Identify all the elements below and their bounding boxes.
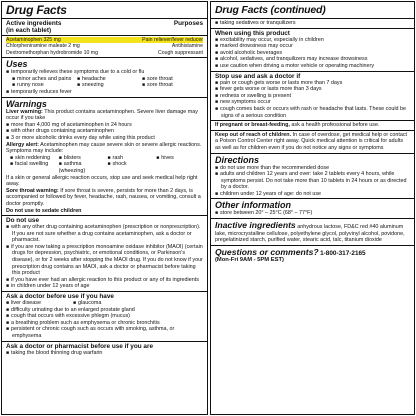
questions-block — [215, 247, 410, 264]
pregnancy-warning: If pregnant or breast-feeding, ask a health professional before use. — [215, 122, 380, 129]
do-not-use-bullet: ■ in children under 12 years of age — [6, 283, 203, 290]
liver-bullet: ■ 3 or more alcoholic drinks every day while using this product — [6, 135, 203, 142]
allergy-item: ■ facial swelling — [10, 161, 57, 174]
when-using-bullet: ■ use caution when driving a motor vehicle or operating machinery — [215, 63, 410, 70]
allergy-item: ■ skin reddening — [10, 155, 57, 162]
allergy-item: ■ rash — [108, 155, 155, 162]
ingredients-list — [6, 37, 203, 56]
other-information-bullets — [215, 210, 410, 217]
other-information-heading: Other information — [215, 200, 291, 211]
divider — [211, 130, 414, 131]
ask-doctor-bullet: ■ a breathing problem such as emphysema or chronic bronchitis — [6, 320, 203, 327]
allergy-item: ■ hives — [156, 155, 203, 162]
questions-hours: (Mon-Fri 9AM - 5PM EST) — [215, 257, 284, 264]
divider — [2, 35, 207, 36]
directions-bullet: ■ adults and children 12 years and over: take 2 tablets every 4 hours, while symptoms persist. Do not take more than 10 tablets in 24 hours or as directed by a doctor. — [215, 171, 410, 191]
ask-doctor-item: ■ glaucoma — [73, 300, 136, 307]
allergy-item: ■ asthma (wheezing) — [59, 161, 106, 174]
do-not-use-bullet: ■ with any other drug containing acetaminophen (prescription or nonprescription). If you are not sure whether a drug contains acetaminophen, ask a doctor or pharmacist. — [6, 224, 203, 244]
allergy-item: ■ shock — [108, 161, 155, 174]
ask-doctor-bullet: ■ difficulty urinating due to an enlarged prostate gland — [6, 307, 203, 314]
when-using-bullet: ■ excitability may occur, especially in children — [215, 37, 410, 44]
do-not-use-bullet: ■ if you have ever had an allergic reaction to this product or any of its ingredients — [6, 277, 203, 284]
do-not-use-bullet: ■ if you are now taking a prescription monoamine oxidase inhibitor (MAOI) (certain drugs for depression, psychiatric, or emotional conditions, or Parkinson's disease), or for 2 weeks after stopping the MAOI drug. If you do not know if your prescription drug contains an MAOI, ask a doctor or pharmacist before taking this product — [6, 244, 203, 277]
drug-facts-panel-left — [1, 1, 208, 415]
drug-facts-continued-title: Drug Facts (continued) — [215, 4, 326, 16]
ask-pharmacist-heading: Ask a doctor or pharmacist before use if you are — [6, 342, 154, 350]
ask-doctor-item: ■ liver disease — [6, 300, 69, 307]
use-item: ■ minor aches and pains — [12, 76, 73, 83]
divider — [2, 97, 207, 98]
divider — [211, 245, 414, 246]
divider — [2, 215, 207, 216]
inactive-ingredients-text: anhydrous lactose, FD&C red #40 aluminum lake, microcrystalline cellulose, polyethylene glycol, polyvinyl alcohol, povidone, pregelatinized starch, purified water, stearic acid, talc, titanium dioxide — [215, 224, 405, 244]
other-information-bullet: ■ store between 20° – 25°C (68° – 77°F) — [215, 210, 410, 217]
divider — [2, 57, 207, 58]
ingredient-name: Dextromethorphan hydrobromide 10 mg — [6, 49, 98, 56]
do-not-use-heading: Do not use — [6, 217, 40, 225]
ask-doctor-bullet: ■ cough that occurs with excessive phlegm (mucus) — [6, 313, 203, 320]
liver-bullets — [6, 122, 203, 142]
allergy-alert: Allergy alert: Acetaminophen may cause severe skin or severe allergic reactions. Symptoms may include: — [6, 141, 202, 155]
top-bullets — [215, 20, 410, 27]
divider — [211, 71, 414, 72]
ask-doctor-bullets — [6, 307, 203, 340]
drug-facts-panel-right — [210, 1, 415, 415]
directions-bullets — [215, 165, 410, 198]
stop-use-bullet: ■ fever gets worse or lasts more than 3 days — [215, 86, 410, 93]
divider — [211, 218, 414, 219]
ask-pharmacist-bullet: ■ taking the blood thinning drug warfarin — [6, 350, 203, 357]
liver-bullet: ■ more than 4,000 mg of acetaminophen in 24 hours — [6, 122, 203, 129]
when-using-bullet: ■ alcohol, sedatives, and tranquilizers may increase drowsiness — [215, 56, 410, 63]
ingredient-row — [6, 50, 203, 56]
active-ingredients-header — [6, 20, 203, 34]
directions-heading: Directions — [215, 154, 260, 165]
allergy-grid — [6, 155, 203, 175]
uses-heading: Uses — [6, 59, 28, 70]
divider — [211, 18, 414, 19]
use-item: ■ sore throat — [142, 82, 203, 89]
questions-phone: 1-800-317-2165 — [320, 249, 366, 257]
sore-throat-warning: Sore throat warning: If sore throat is severe, persists for more than 2 days, is accompanied or followed by fever, headache, rash, nausea, or vomiting, consult a doctor promptly. — [6, 187, 201, 207]
inactive-ingredients-heading: Inactive ingredients — [215, 220, 296, 231]
uses-grid — [6, 76, 203, 89]
directions-bullet: ■ children under 12 years of age: do not use — [215, 191, 410, 198]
no-sedate-warning: Do not use to sedate children — [6, 207, 82, 214]
stop-use-bullet: ■ cough comes back or occurs with rash or headache that lasts. These could be signs of a serious condition — [215, 106, 410, 119]
when-using-bullet: ■ marked drowsiness may occur — [215, 43, 410, 50]
divider — [2, 18, 207, 19]
allergy-item: ■ blisters — [59, 155, 106, 162]
ingredient-purpose: Cough suppressant — [158, 49, 203, 56]
drug-facts-title: Drug Facts — [6, 3, 67, 17]
do-not-use-bullets — [6, 224, 203, 290]
ingredient-name: Acetaminophen 325 mg — [6, 37, 61, 43]
liver-bullet: ■ with other drugs containing acetaminophen — [6, 128, 203, 135]
ingredient-name: Chlorpheniramine maleate 2 mg — [6, 43, 80, 50]
ask-doctor-heading: Ask a doctor before use if you have — [6, 293, 114, 301]
when-using-bullets — [215, 37, 410, 70]
uses-fever: ■ temporarily reduces fever — [6, 89, 203, 96]
leader-dots — [98, 50, 158, 56]
warnings-heading: Warnings — [6, 98, 47, 109]
active-ingredients-heading: Active ingredients (in each tablet) — [6, 20, 62, 34]
allergy-after: If a skin or general allergic reaction occurs, stop use and seek medical help right away. — [6, 174, 198, 188]
ask-pharmacist-bullet: ■ taking sedatives or tranquilizers — [215, 20, 410, 27]
divider — [211, 120, 414, 121]
use-item: ■ runny nose — [12, 82, 73, 89]
stop-use-bullet: ■ new symptoms occur — [215, 99, 410, 106]
use-item: ■ sneezing — [77, 82, 138, 89]
stop-use-bullet: ■ pain or cough gets worse or lasts more than 7 days — [215, 80, 410, 87]
use-item: ■ headache — [77, 76, 138, 83]
stop-use-bullets — [215, 80, 410, 120]
liver-warning: Liver warning: This product contains acetaminophen. Severe liver damage may occur if you take — [6, 108, 198, 122]
ask-doctor-grid — [6, 300, 203, 307]
directions-bullet: ■ do not use more than the recommended dose — [215, 165, 410, 172]
use-item: ■ sore throat — [142, 76, 203, 83]
divider — [211, 153, 414, 154]
purposes-heading: Purposes — [173, 20, 203, 27]
divider — [211, 28, 414, 29]
divider — [211, 198, 414, 199]
questions-heading: Questions or comments? — [215, 246, 319, 257]
ask-doctor-bullet: ■ persistent or chronic cough such as occurs with smoking, asthma, or emphysema — [6, 326, 203, 339]
keep-out-of-reach: Keep out of reach of children. In case of overdose, get medical help or contact a Poison Control Center right away. Quick medical attention is critical for adults as well as for children even if you do not notice any signs or symptoms — [215, 131, 408, 151]
when-using-heading: When using this product — [215, 29, 290, 37]
ingredient-purpose: Antihistamine — [171, 43, 203, 50]
divider — [2, 341, 207, 342]
inactive-ingredients — [215, 220, 410, 244]
when-using-bullet: ■ avoid alcoholic beverages — [215, 50, 410, 57]
ask-pharmacist-bullets — [6, 350, 203, 357]
stop-use-bullet: ■ redness or swelling is present — [215, 93, 410, 100]
stop-use-heading: Stop use and ask a doctor if — [215, 72, 301, 80]
ingredient-purpose: Pain reliever/fever reducer — [142, 37, 203, 43]
divider — [2, 291, 207, 292]
uses-intro: ■ temporarily relieves these symptoms due to a cold or flu — [6, 69, 203, 76]
